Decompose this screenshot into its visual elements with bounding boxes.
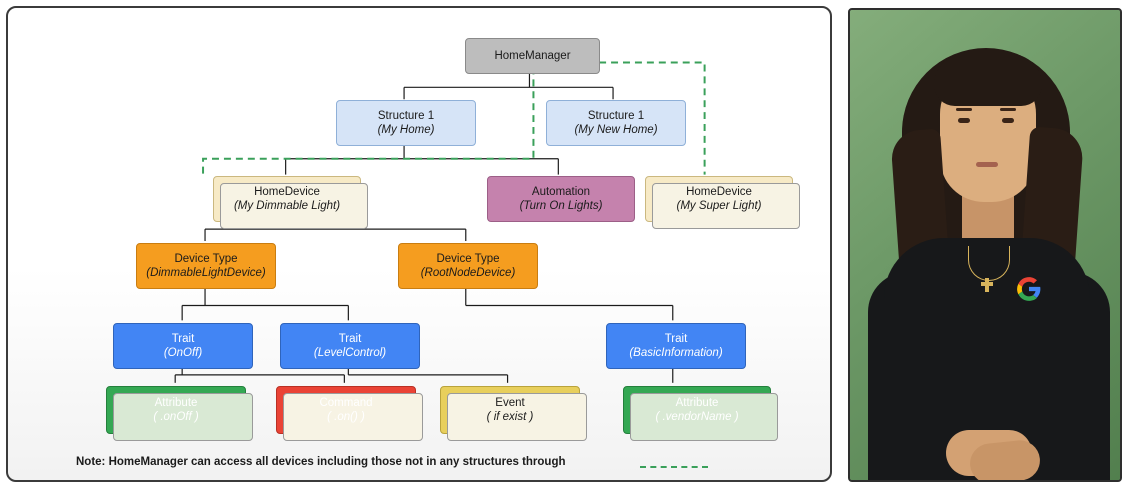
node-structure-1-new-home[interactable] (546, 100, 686, 146)
node-homedevice-my-dimmable-light[interactable] (213, 176, 361, 222)
node-home-manager[interactable] (465, 38, 600, 74)
node-device-type-root-node-device[interactable] (398, 243, 538, 289)
node-label-line2: (Turn On Lights) (519, 200, 603, 212)
presenter-eyebrow-right (1000, 108, 1016, 111)
node-label-line2: (RootNodeDevice) (420, 267, 516, 279)
node-label-line1: Attribute (675, 396, 719, 409)
node-trait-onoff[interactable] (113, 323, 253, 369)
node-structure-1-home[interactable] (336, 100, 476, 146)
node-label-line1: Trait (664, 332, 688, 345)
diagram-note: Note: HomeManager can access all devices including those not in any structures through (76, 456, 566, 468)
node-label-line1: Attribute (154, 396, 198, 409)
node-label-line2: (LevelControl) (313, 347, 387, 359)
node-label-line2: (My New Home) (574, 124, 658, 136)
node-label-line1: HomeManager (494, 49, 571, 62)
diagram-slide (6, 6, 832, 482)
node-label-line2: ( .vendorName ) (655, 411, 739, 423)
node-label-line2: (My Home) (377, 124, 435, 136)
node-label-line2: (BasicInformation) (629, 347, 723, 359)
node-label-line2: (My Super Light) (676, 200, 762, 212)
node-label-line1: Automation (531, 185, 591, 198)
node-event-if-exist[interactable] (440, 386, 580, 434)
node-label-line1: Device Type (436, 252, 500, 265)
presenter-video-panel[interactable] (848, 8, 1122, 482)
cross-pendant-icon (985, 278, 989, 292)
node-label-line1: Command (319, 396, 373, 409)
google-g-logo-icon (1016, 276, 1042, 302)
node-label-line1: Structure 1 (377, 109, 435, 122)
node-label-line2: (My Dimmable Light) (233, 200, 341, 212)
presenter-fringe (934, 54, 1042, 106)
node-label-line1: Device Type (174, 252, 238, 265)
presenter-mouth (976, 162, 998, 167)
node-label-line1: Trait (338, 332, 362, 345)
diagram-note-dash-legend (640, 466, 708, 468)
node-automation-turn-on-lights[interactable] (487, 176, 635, 222)
node-device-type-dimmable-light-device[interactable] (136, 243, 276, 289)
node-homedevice-my-super-light[interactable] (645, 176, 793, 222)
node-trait-levelcontrol[interactable] (280, 323, 420, 369)
presenter-eyebrow-left (956, 108, 972, 111)
node-command-on[interactable] (276, 386, 416, 434)
node-label-line1: Structure 1 (587, 109, 645, 122)
presenter-eye-right (1002, 118, 1014, 123)
node-label-line1: HomeDevice (686, 185, 752, 198)
node-label-line1: Trait (171, 332, 195, 345)
node-trait-basicinformation[interactable] (606, 323, 746, 369)
presenter-eye-left (958, 118, 970, 123)
node-label-line2: (DimmableLightDevice) (146, 267, 266, 279)
node-attribute-vendorname[interactable] (623, 386, 771, 434)
node-label-line2: (OnOff) (163, 347, 203, 359)
node-label-line2: ( .on() ) (327, 411, 365, 423)
node-attribute-onoff[interactable] (106, 386, 246, 434)
node-label-line1: Event (495, 396, 525, 409)
node-label-line2: ( .onOff ) (153, 411, 199, 423)
node-label-line2: ( if exist ) (486, 411, 534, 423)
node-label-line1: HomeDevice (254, 185, 320, 198)
